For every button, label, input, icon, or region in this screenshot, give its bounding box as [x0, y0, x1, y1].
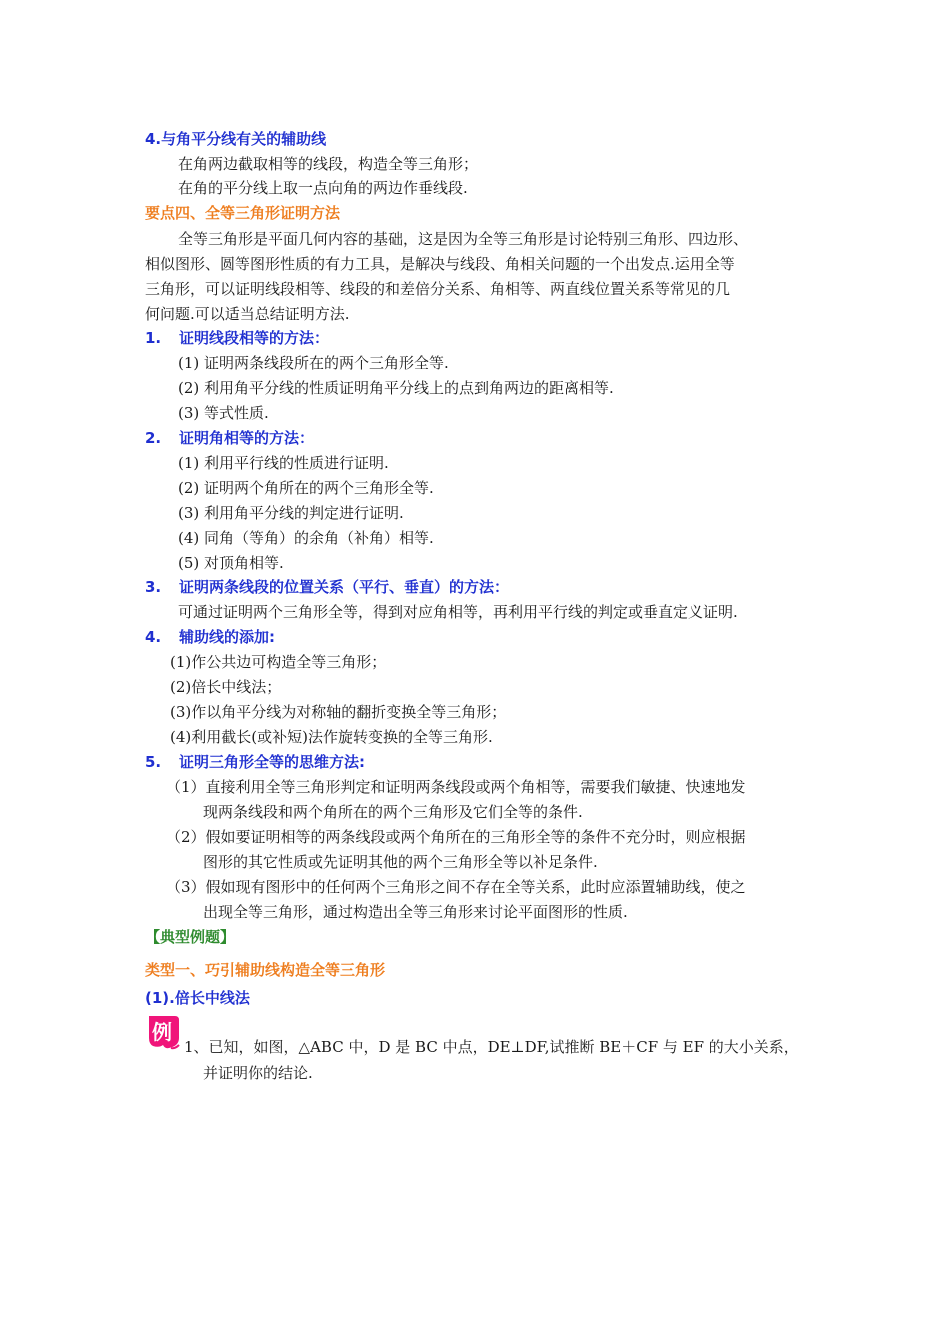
point4-heading: 要点四、全等三角形证明方法: [145, 204, 341, 222]
method5-heading: [145, 752, 365, 772]
method1-item-2: (2) 利用角平分线的性质证明角平分线上的点到角两边的距离相等.: [178, 379, 614, 397]
method2-heading: [145, 428, 314, 448]
method4-item-3: (3)作以角平分线为对称轴的翻折变换全等三角形；: [170, 703, 507, 721]
point4-intro-line-3: 三角形，可以证明线段相等、线段的和差倍分关系、角相等、两直线位置关系等常见的几: [145, 280, 731, 298]
method5-item-3-line-2: 出现全等三角形，通过构造出全等三角形来讨论平面图形的性质.: [203, 903, 628, 921]
point4-intro-line-2: 相似图形、圆等图形性质的有力工具，是解决与线段、角相关问题的一个出发点.运用全等: [145, 255, 735, 273]
example-badge: [145, 1012, 183, 1050]
method5-item-3-line-1: （3）假如现有图形中的任何两个三角形之间不存在全等关系，此时应添置辅助线，使之: [166, 878, 746, 896]
section4-line-2: 在角的平分线上取一点向角的两边作垂线段.: [178, 179, 468, 197]
type1-heading: 类型一、巧引辅助线构造全等三角形: [145, 961, 386, 979]
method4-item-1: (1)作公共边可构造全等三角形；: [170, 653, 387, 671]
method4-title: 辅助线的添加:: [179, 628, 275, 646]
method5-item-1-line-2: 现两条线段和两个角所在的两个三角形及它们全等的条件.: [203, 803, 583, 821]
method4-number: 4.: [145, 628, 162, 646]
method1-heading: [145, 328, 329, 348]
method5-item-2-line-1: （2）假如要证明相等的两条线段或两个角所在的三角形全等的条件不充分时，则应根据: [166, 828, 746, 846]
sub1-heading: (1).倍长中线法: [145, 989, 250, 1007]
method3-heading: [145, 577, 509, 597]
example1-line-2: 并证明你的结论.: [203, 1064, 313, 1082]
method2-item-3: (3) 利用角平分线的判定进行证明.: [178, 504, 404, 522]
point4-intro-line-1: 全等三角形是平面几何内容的基础，这是因为全等三角形是讨论特别三角形、四边形、: [178, 230, 749, 248]
section4-line-1: 在角两边截取相等的线段，构造全等三角形；: [178, 155, 479, 173]
method2-item-4: (4) 同角（等角）的余角（补角）相等.: [178, 529, 434, 547]
section4-heading: 4.与角平分线有关的辅助线: [145, 130, 327, 148]
method4-item-4: (4)利用截长(或补短)法作旋转变换的全等三角形.: [170, 728, 493, 746]
method2-item-2: (2) 证明两个角所在的两个三角形全等.: [178, 479, 434, 497]
method1-number: 1.: [145, 329, 162, 347]
example1-line-1: 1、已知，如图，△ABC 中，D 是 BC 中点，DE⊥DF,试推断 BE＋CF 与 EF 的大小关系，: [184, 1038, 799, 1056]
method3-title: 证明两条线段的位置关系（平行、垂直）的方法：: [179, 578, 510, 596]
method5-item-1-line-1: （1）直接利用全等三角形判定和证明两条线段或两个角相等，需要我们敏捷、快速地发: [166, 778, 746, 796]
method5-title: 证明三角形全等的思维方法:: [179, 753, 365, 771]
point4-intro-line-4: 何问题.可以适当总结证明方法.: [145, 305, 350, 323]
method4-item-2: (2)倍长中线法；: [170, 678, 282, 696]
method2-item-5: (5) 对顶角相等.: [178, 554, 284, 572]
method2-item-1: (1) 利用平行线的性质进行证明.: [178, 454, 389, 472]
method3-number: 3.: [145, 578, 162, 596]
method5-item-2-line-2: 图形的其它性质或先证明其他的两个三角形全等以补足条件.: [203, 853, 598, 871]
method4-heading: [145, 627, 275, 647]
examples-heading: 【典型例题】: [145, 928, 236, 946]
method2-number: 2.: [145, 429, 162, 447]
method1-item-3: (3) 等式性质.: [178, 404, 269, 422]
method3-line: 可通过证明两个三角形全等，得到对应角相等，再利用平行线的判定或垂直定义证明.: [178, 603, 738, 621]
example-badge-label: 例: [152, 1020, 172, 1044]
method2-title: 证明角相等的方法：: [179, 429, 315, 447]
method5-number: 5.: [145, 753, 162, 771]
method1-title: 证明线段相等的方法：: [179, 329, 330, 347]
method1-item-1: (1) 证明两条线段所在的两个三角形全等.: [178, 354, 449, 372]
